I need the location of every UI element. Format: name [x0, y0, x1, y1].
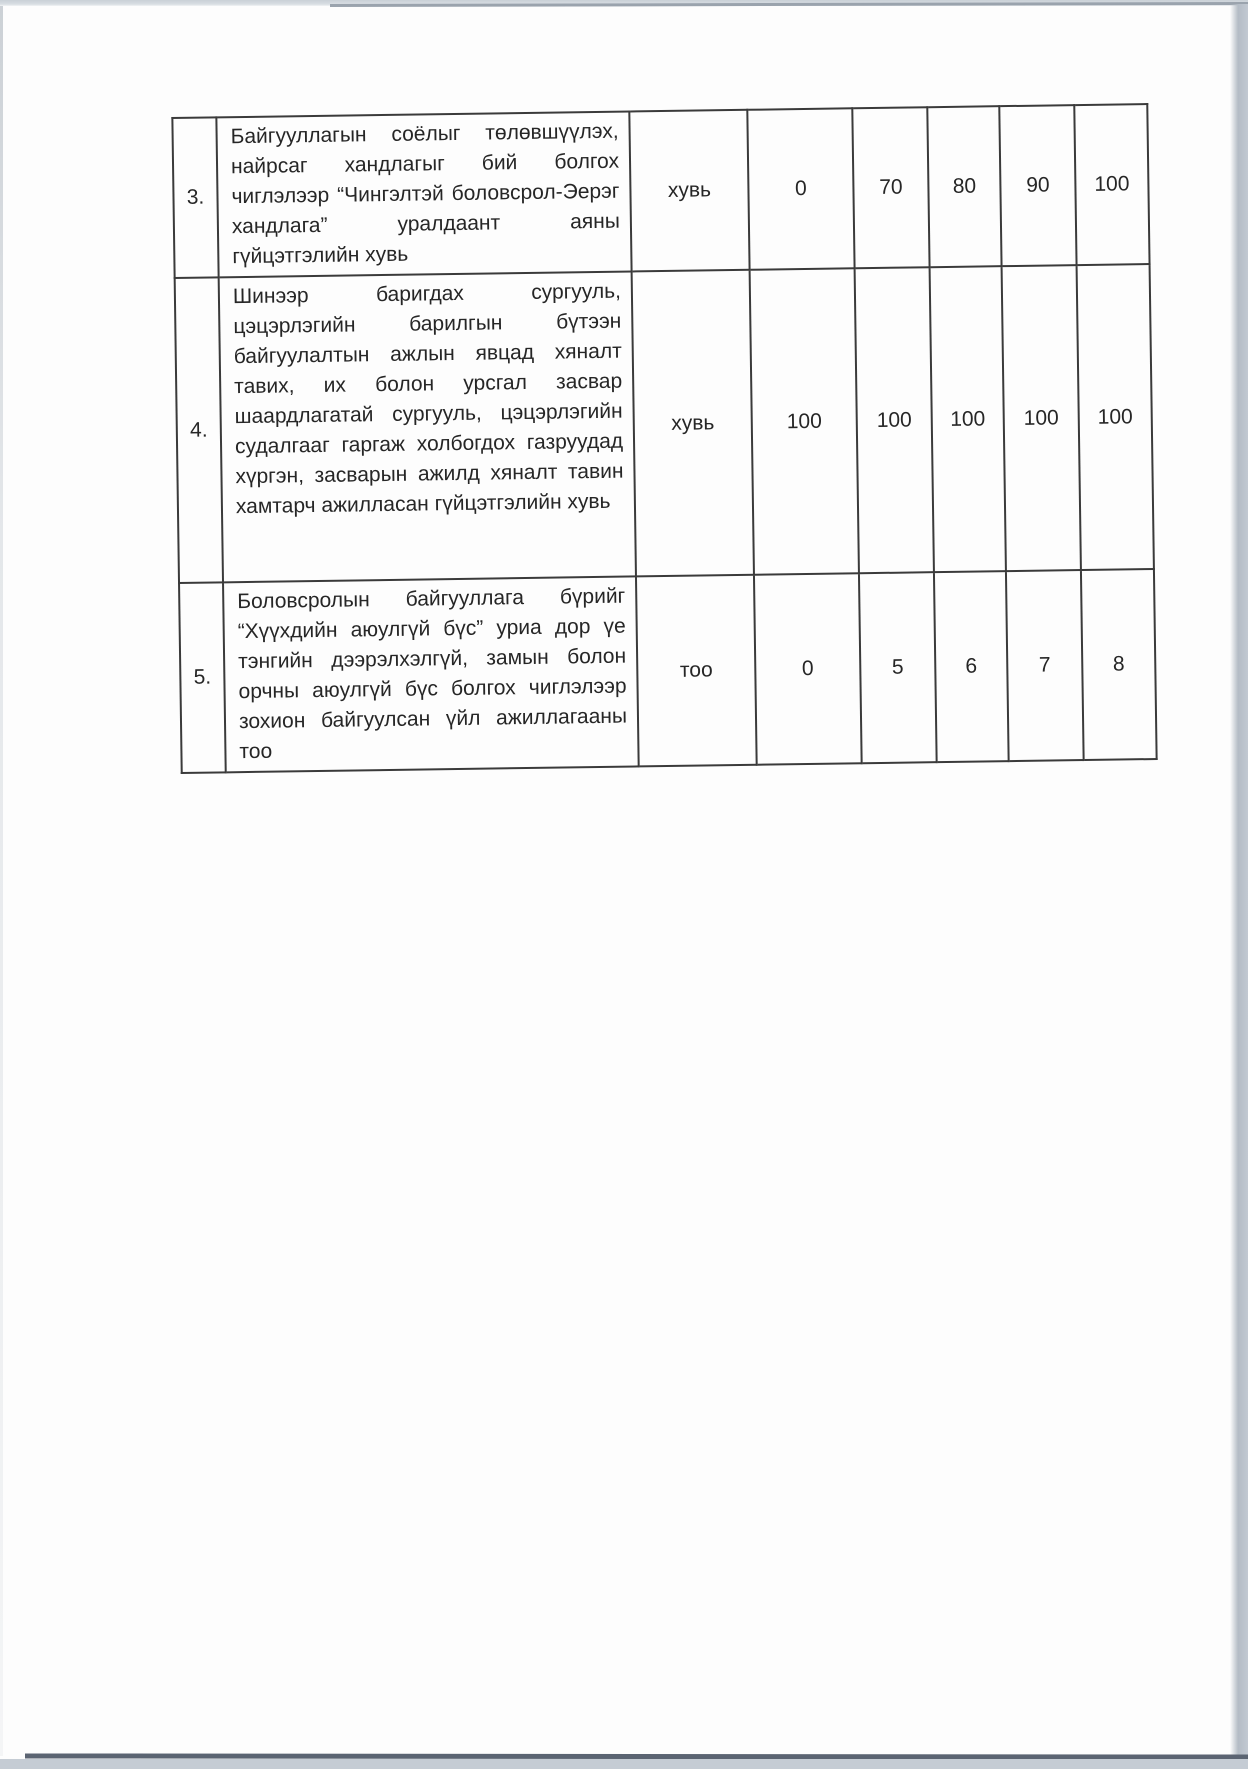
- scan-top-edge-line: [330, 2, 1248, 7]
- row-number-cell: 3.: [172, 117, 218, 278]
- value-cell: 0: [747, 108, 854, 269]
- indicator-description-cell: Шинээр баригдах сургууль, цэцэрлэгийн барилгын бүтээн байгуулалтын ажлын явцад хяналт тавих, их болон урсгал засвар шаардлагатай сургууль, цэцэрлэгийн судалгааг гаргаж холбогдох газруудад хүргэн, засварын ажилд хяналт тавин хамтарч ажилласан гүйцэтгэлийн хувь: [219, 271, 636, 582]
- unit-cell: хувь: [632, 270, 754, 577]
- indicator-description-cell: Байгууллагын соёлыг төлөвшүүлэх, найрсаг хандлагыг бий болгох чиглэлээр “Чингэлтэй боловсрол-Эерэг хандлага” уралдаант аяны гүйцэтгэлийн хувь: [216, 111, 631, 277]
- value-cell: 0: [754, 573, 862, 764]
- scan-right-band: [1230, 4, 1248, 1769]
- row-number-cell: 4.: [175, 277, 223, 583]
- scan-left-edge: [0, 6, 3, 1756]
- unit-cell: хувь: [629, 110, 749, 272]
- value-cell: 80: [927, 106, 1001, 267]
- scan-bottom-band: [0, 1759, 1248, 1769]
- value-cell: 100: [855, 267, 934, 573]
- table-row: [172, 104, 1149, 278]
- value-cell: 100: [1074, 104, 1149, 265]
- value-cell: 100: [1002, 265, 1081, 571]
- value-cell: 100: [1077, 264, 1154, 570]
- value-cell: 100: [930, 266, 1006, 572]
- value-cell: 7: [1006, 570, 1084, 761]
- indicators-table: [171, 103, 1157, 774]
- unit-cell: тоо: [636, 575, 757, 767]
- scanned-page: [171, 103, 1159, 774]
- value-cell: 5: [859, 572, 937, 763]
- value-cell: 70: [852, 107, 929, 268]
- indicator-description-cell: Боловсролын байгууллага бүрийг “Хүүхдийн аюулгүй бүс” уриа дор үе тэнгийн дээрэлхэлгүй, замын болон орчны аюулгүй бүс болгох чиглэлээр зохион байгуулсан үйл ажиллагааны тоо: [223, 576, 639, 772]
- value-cell: 8: [1081, 569, 1157, 760]
- value-cell: 6: [934, 571, 1009, 762]
- table-row: [179, 569, 1157, 773]
- row-number-cell: 5.: [179, 582, 226, 773]
- value-cell: 100: [750, 268, 859, 574]
- table-row: [175, 264, 1154, 583]
- value-cell: 90: [999, 105, 1076, 266]
